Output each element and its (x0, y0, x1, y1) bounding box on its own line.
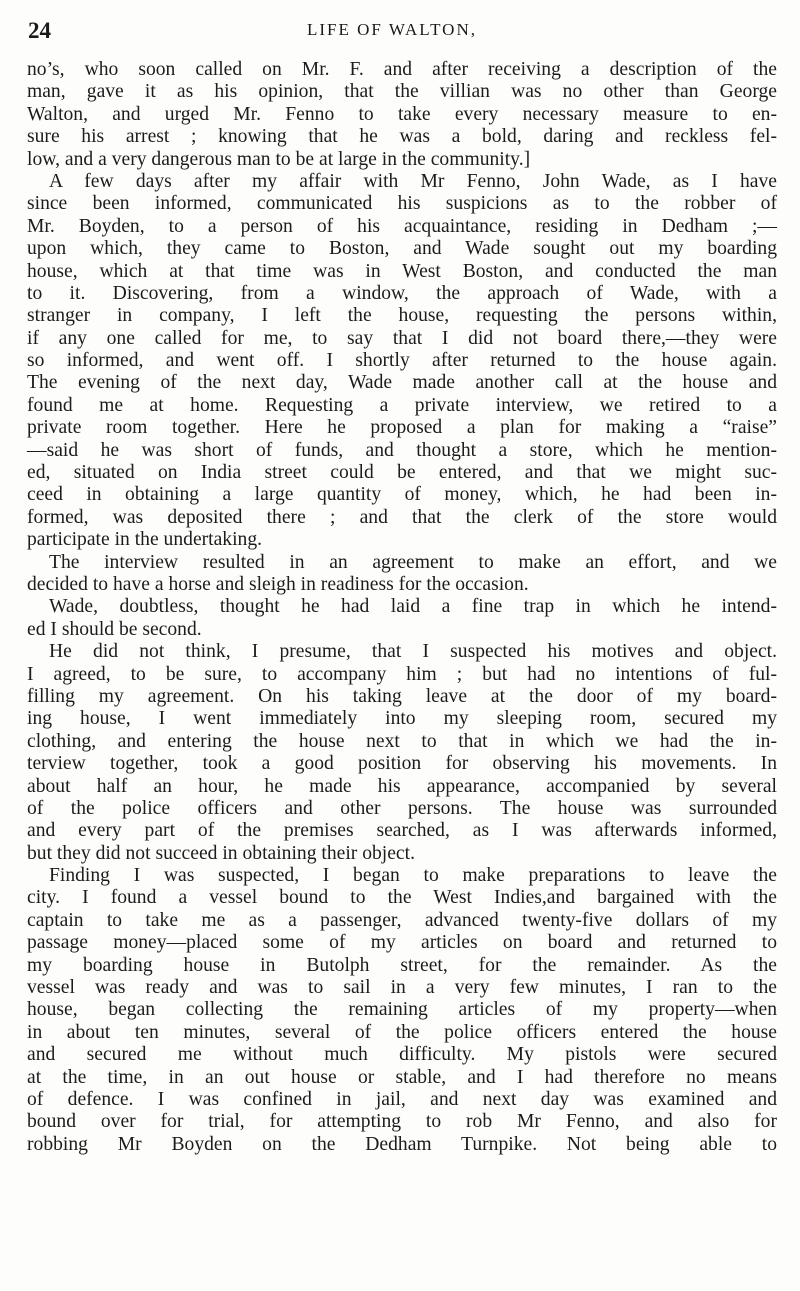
text-line: terview together, took a good position for observing his movements. In (27, 753, 777, 775)
text-line: participate in the undertaking. (27, 529, 263, 551)
text-line: house, which at that time was in West Boston, and conducted the man (27, 260, 777, 282)
text-line: Mr. Boyden, to a person of his acquaintance, residing in Dedham ;— (27, 215, 777, 237)
text-line: The evening of the next day, Wade made another call at the house and (27, 372, 777, 394)
text-line: vessel was ready and was to sail in a very few minutes, I ran to the (27, 977, 777, 999)
text-line: Finding I was suspected, I began to make preparations to leave the (49, 865, 777, 887)
text-line: ed, situated on India street could be entered, and that we might suc- (27, 462, 777, 484)
text-line: Walton, and urged Mr. Fenno to take every necessary measure to en- (27, 103, 777, 125)
text-line: but they did not succeed in obtaining their object. (27, 842, 415, 864)
text-line: He did not think, I presume, that I suspected his motives and object. (49, 641, 777, 663)
text-line: I agreed, to be sure, to accompany him ; but had no intentions of ful- (27, 663, 777, 685)
text-line: since been informed, communicated his suspicions as to the robber of (27, 193, 777, 215)
text-line: my boarding house in Butolph street, for the remainder. As the (27, 954, 777, 976)
text-line: no’s, who soon called on Mr. F. and after receiving a description of the (27, 59, 777, 80)
text-line: found me at home. Requesting a private interview, we retired to a (27, 394, 777, 416)
text-line: of defence. I was confined in jail, and next day was examined and (27, 1088, 777, 1110)
text-line: decided to have a horse and sleigh in readiness for the occasion. (27, 573, 529, 595)
text-line: in about ten minutes, several of the police officers entered the house (27, 1021, 777, 1043)
text-line: man, gave it as his opinion, that the villian was no other than George (27, 81, 777, 103)
text-line: to it. Discovering, from a window, the approach of Wade, with a (27, 282, 777, 304)
text-line: at the time, in an out house or stable, and I had therefore no means (27, 1066, 777, 1088)
running-head: LIFE OF WALTON, (307, 20, 477, 39)
text-line: house, began collecting the remaining articles of my property—when (27, 999, 777, 1021)
text-line: city. I found a vessel bound to the West Indies,and bargained with the (27, 887, 777, 909)
text-line: passage money—placed some of my articles on board and returned to (27, 932, 777, 954)
text-line: and secured me without much difficulty. My pistols were secured (27, 1044, 777, 1066)
text-line: stranger in company, I left the house, requesting the persons within, (27, 305, 777, 327)
text-line: so informed, and went off. I shortly after returned to the house again. (27, 350, 777, 372)
text-line: and every part of the premises searched, as I was afterwards informed, (27, 820, 777, 842)
text-line: of the police officers and other persons. The house was surrounded (27, 797, 777, 819)
text-line: ed I should be second. (27, 618, 202, 640)
text-line: about half an hour, he made his appearance, accompanied by several (27, 775, 777, 797)
text-line: A few days after my affair with Mr Fenno, John Wade, as I have (49, 170, 777, 192)
text-line: robbing Mr Boyden on the Dedham Turnpike. Not being able to (27, 1133, 777, 1155)
text-line: low, and a very dangerous man to be at large in the community.] (27, 148, 531, 170)
text-line: clothing, and entering the house next to that in which we had the in- (27, 730, 777, 752)
page-header (24, 18, 760, 48)
text-line: upon which, they came to Boston, and Wade sought out my boarding (27, 238, 777, 260)
text-line: bound over for trial, for attempting to rob Mr Fenno, and also for (27, 1111, 777, 1133)
page-number: 24 (28, 18, 51, 43)
text-line: if any one called for me, to say that I did not board there,—they were (27, 327, 777, 349)
text-line: sure his arrest ; knowing that he was a bold, daring and reckless fel- (27, 126, 777, 148)
text-line: formed, was deposited there ; and that the clerk of the store would (27, 506, 777, 528)
text-line: —said he was short of funds, and thought a store, which he mention- (27, 439, 777, 461)
text-line: captain to take me as a passenger, advanced twenty-five dollars of my (27, 909, 777, 931)
text-line: ing house, I went immediately into my sleeping room, secured my (27, 708, 777, 730)
text-line: private room together. Here he proposed a plan for making a “raise” (27, 417, 777, 439)
text-line: Wade, doubtless, thought he had laid a fine trap in which he intend- (49, 596, 777, 618)
body-text (27, 59, 777, 1156)
text-line: The interview resulted in an agreement to make an effort, and we (49, 551, 777, 573)
text-line: filling my agreement. On his taking leave at the door of my board- (27, 685, 777, 707)
text-line: ceed in obtaining a large quantity of money, which, he had been in- (27, 484, 777, 506)
